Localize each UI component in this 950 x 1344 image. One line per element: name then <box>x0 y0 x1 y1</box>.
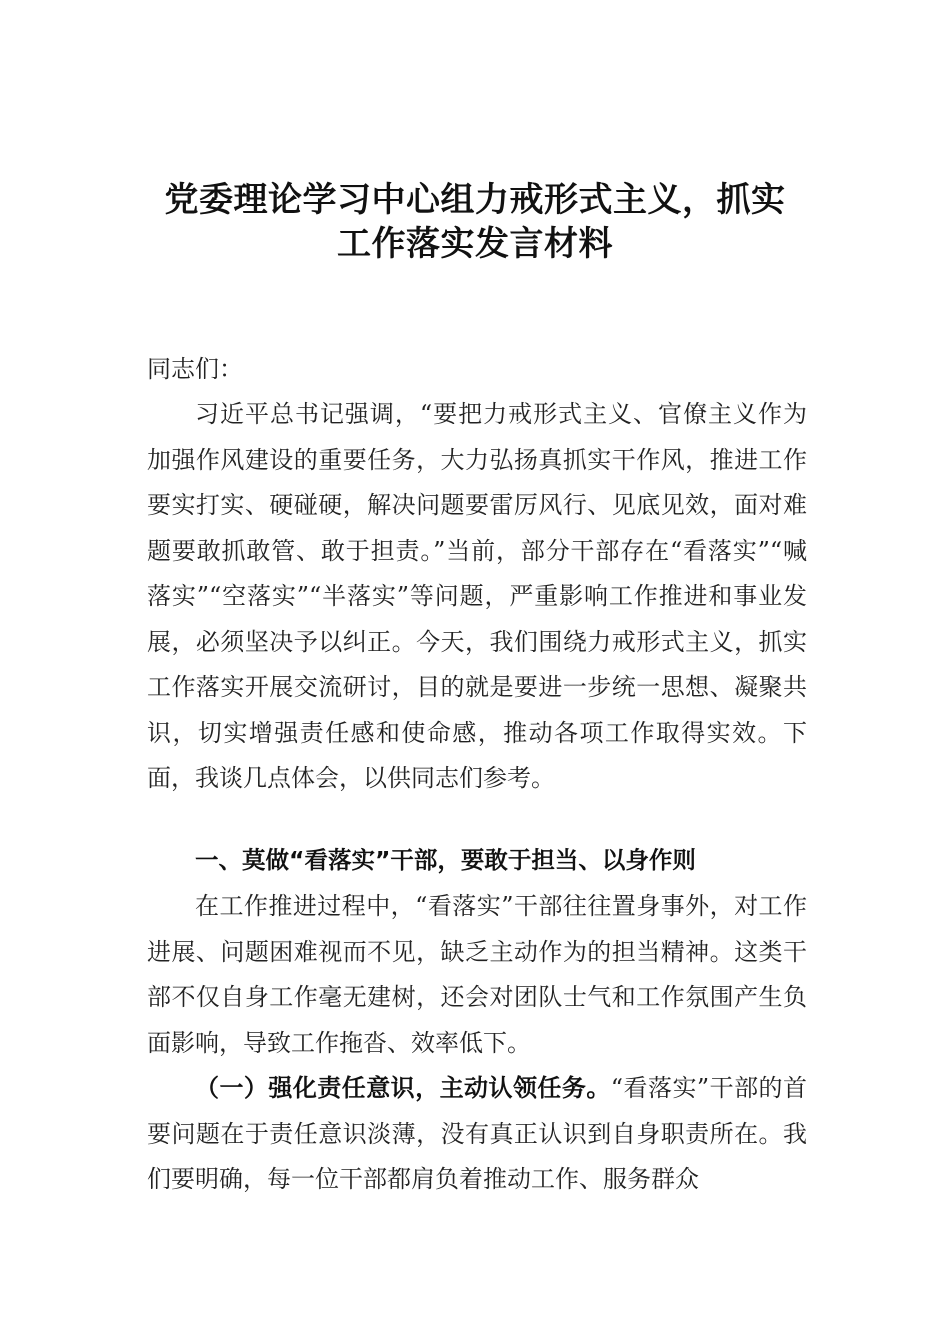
subsection-text: “看落实”干部的首要问题在于责任意识淡薄，没有真正认识到自身职责所在。我们要明确，每一位干部都肩负着推动工作、服务群众 <box>147 1074 808 1193</box>
section-heading-1: 一、莫做“看落实”干部，要敢于担当、以身作则 <box>195 846 696 874</box>
paragraph-intro: 习近平总书记强调，“要把力戒形式主义、官僚主义作为加强作风建设的重要任务，大力弘扬真抓实干作风，推进工作要实打实、硬碰硬，解决问题要雷厉风行、见底见效，面对难题要敢抓敢管、敢于担责。”当前，部分干部存在“看落实”“喊落实”“空落实”“半落实”等问题，严重影响工作推进和事业发展，必须坚决予以纠正。今天，我们围绕力戒形式主义，抓实工作落实开展交流研讨，目的就是要进一步统一思想、凝聚共识，切实增强责任感和使命感，推动各项工作取得实效。下面，我谈几点体会，以供同志们参考。 <box>147 400 807 792</box>
paragraph-section-1: 在工作推进过程中，“看落实”干部往往置身事外，对工作进展、问题困难视而不见，缺乏主动作为的担当精神。这类干部不仅自身工作毫无建树，还会对团队士气和工作氛围产生负面影响，导致工作拖沓、效率低下。 <box>147 892 807 1057</box>
greeting: 同志们： <box>147 355 243 383</box>
document-title-line-1: 党委理论学习中心组力戒形式主义，抓实 <box>164 180 786 220</box>
subsection-lead: （一）强化责任意识，主动认领任务。 <box>195 1073 611 1102</box>
document-title-line-2: 工作落实发言材料 <box>337 224 613 264</box>
paragraph-subsection-1 <box>147 1065 807 1203</box>
